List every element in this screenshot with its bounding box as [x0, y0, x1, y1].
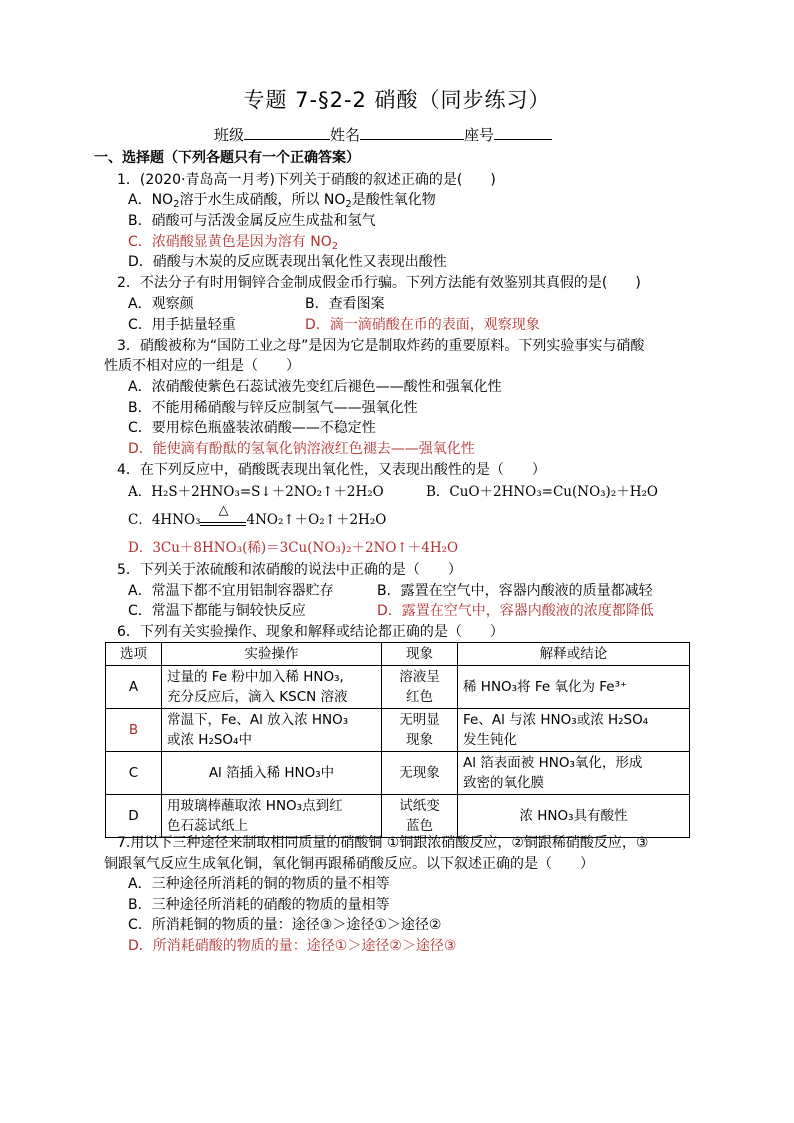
row-operation: 常温下，Fe、Al 放入浓 HNO₃ 或浓 H₂SO₄中 — [162, 709, 382, 752]
q3-option-b[interactable]: B．不能用稀硝酸与锌反应制氢气——强氧化性 — [128, 400, 418, 416]
q5-option-c[interactable]: C．常温下都能与铜较快反应 — [128, 603, 306, 619]
row-option-answer: B — [106, 709, 162, 752]
q3-option-c[interactable]: C．要用棕色瓶盛装浓硝酸——不稳定性 — [128, 420, 376, 436]
q7-stem-line2: 铜跟氧气反应生成氧化铜，氧化铜再跟稀硝酸反应。以下叙述正确的是（ ） — [104, 856, 594, 872]
q4-option-c[interactable] — [128, 502, 387, 531]
heat-condition-sign — [200, 502, 246, 531]
q7-stem-line1: 7.用以下三种途径来制取相同质量的硝酸铜 ①铜跟浓硝酸反应，②铜跟稀硝酸反应，③ — [117, 835, 649, 851]
row-phenomenon: 无明显 现象 — [382, 709, 458, 752]
q3-option-d-answer[interactable]: D．能使滴有酚酞的氢氧化钠溶液红色褪去——强氧化性 — [128, 441, 475, 457]
row-option: C — [106, 752, 162, 795]
q2-option-a[interactable]: A．观察颜 — [128, 296, 194, 312]
row-phenomenon: 溶液呈 红色 — [382, 666, 458, 709]
q5-stem: 5．下列关于浓硫酸和浓硝酸的说法中正确的是（ ） — [117, 562, 462, 578]
section-heading: 一、选择题（下列各题只有一个正确答案） — [94, 150, 360, 166]
header-phenomenon: 现象 — [382, 643, 458, 666]
q4-option-b[interactable]: B．CuO＋2HNO₃=Cu(NO₃)₂＋H₂O — [426, 484, 658, 500]
q3-stem-line1: 3．硝酸被称为“国防工业之母”是因为它是制取炸药的重要原料。下列实验事实与硝酸 — [117, 338, 645, 354]
row-operation: 用玻璃棒蘸取浓 HNO₃点到红 色石蕊试纸上 — [162, 795, 382, 838]
q1-a-text1: A．NO — [128, 192, 174, 208]
page-title: 专题 7-§2-2 硝酸（同步练习） — [243, 88, 551, 112]
table-row[interactable] — [106, 666, 690, 709]
q4-option-a[interactable]: A．H₂S＋2HNO₃=S↓＋2NO₂↑＋2H₂O — [128, 484, 384, 500]
header-operation: 实验操作 — [162, 643, 382, 666]
q1-a-text2: 溶于水生成硝酸，所以 NO — [179, 192, 346, 208]
class-blank[interactable] — [244, 125, 330, 140]
q2-option-d-answer[interactable]: D．滴一滴硝酸在币的表面，观察现象 — [305, 317, 540, 333]
student-info-line — [214, 124, 552, 145]
seat-blank[interactable] — [494, 125, 552, 140]
row-explanation: Al 箔表面被 HNO₃氧化，形成 致密的氧化膜 — [458, 752, 690, 795]
q6-table — [105, 642, 690, 838]
row-option: A — [106, 666, 162, 709]
table-row[interactable] — [106, 709, 690, 752]
table-header-row — [106, 643, 690, 666]
q2-stem: 2．不法分子有时用铜锌合金制成假金币行骗。下列方法能有效鉴别其真假的是( ) — [117, 275, 641, 291]
q4-c-left: C．4HNO₃ — [128, 512, 201, 528]
q5-option-a[interactable]: A．常温下都不宜用铝制容器贮存 — [128, 583, 334, 599]
class-label: 班级 — [214, 126, 245, 144]
q1-stem: 1．(2020·青岛高一月考)下列关于硝酸的叙述正确的是( ) — [117, 172, 496, 188]
q1-option-c-answer[interactable]: C．浓硝酸显黄色是因为溶有 $NO_2$ — [128, 234, 339, 252]
q7-option-b[interactable]: B．三种途径所消耗的硝酸的物质的量相等 — [128, 897, 390, 913]
header-option: 选项 — [106, 643, 162, 666]
q2-option-b[interactable]: B．查看图案 — [305, 296, 385, 312]
q1-option-b[interactable]: B．硝酸可与活泼金属反应生成盐和氢气 — [128, 213, 376, 229]
heat-triangle-icon: △ — [218, 502, 229, 518]
row-explanation: 浓 HNO₃具有酸性 — [458, 795, 690, 838]
q1-a-text3: 是酸性氧化物 — [351, 192, 436, 208]
row-option: D — [106, 795, 162, 838]
table-row[interactable] — [106, 752, 690, 795]
header-explanation: 解释或结论 — [458, 643, 690, 666]
q2-option-c[interactable]: C．用手掂量轻重 — [128, 317, 236, 333]
q7-option-d-answer[interactable]: D．所消耗硝酸的物质的量：途径①＞途径②＞途径③ — [128, 938, 457, 954]
q4-c-right: 4NO₂↑＋O₂↑＋2H₂O — [246, 512, 387, 528]
row-explanation: Fe、Al 与浓 HNO₃或浓 H₂SO₄ 发生钝化 — [458, 709, 690, 752]
q1-option-d[interactable]: D．硝酸与木炭的反应既表现出氧化性又表现出酸性 — [128, 254, 447, 270]
table-row[interactable] — [106, 795, 690, 838]
row-phenomenon: 无现象 — [382, 752, 458, 795]
q1-c-text: C．浓硝酸显黄色是因为溶有 NO — [128, 234, 332, 250]
q5-option-d-answer[interactable]: D．露置在空气中，容器内酸液的浓度都降低 — [377, 603, 654, 619]
q3-option-a[interactable]: A．浓硝酸使紫色石蕊试液先变红后褪色——酸性和强氧化性 — [128, 379, 502, 395]
row-operation: 过量的 Fe 粉中加入稀 HNO₃, 充分反应后，滴入 KSCN 溶液 — [162, 666, 382, 709]
name-blank[interactable] — [360, 125, 464, 140]
q7-option-c[interactable]: C．所消耗铜的物质的量：途径③＞途径①＞途径② — [128, 917, 442, 933]
q6-stem: 6．下列有关实验操作、现象和解释或结论都正确的是（ ） — [117, 624, 504, 640]
seat-label: 座号 — [464, 126, 495, 144]
q1-option-a[interactable]: A．$NO_2$溶于水生成硝酸，所以 $NO_2$是酸性氧化物 — [128, 192, 436, 210]
q3-stem-line2: 性质不相对应的一组是（ ） — [104, 358, 300, 374]
row-phenomenon: 试纸变 蓝色 — [382, 795, 458, 838]
q4-option-d-answer[interactable]: D．3Cu＋8HNO₃(稀)＝3Cu(NO₃)₂＋2NO↑＋4H₂O — [128, 540, 459, 556]
q5-option-b[interactable]: B．露置在空气中，容器内酸液的质量都减轻 — [377, 583, 653, 599]
name-label: 姓名 — [330, 126, 361, 144]
q4-stem: 4．在下列反应中，硝酸既表现出氧化性，又表现出酸性的是（ ） — [117, 462, 546, 478]
row-explanation: 稀 HNO₃将 Fe 氧化为 Fe³⁺ — [458, 666, 690, 709]
row-operation: Al 箔插入稀 HNO₃中 — [162, 752, 382, 795]
q7-option-a[interactable]: A．三种途径所消耗的铜的物质的量不相等 — [128, 876, 390, 892]
